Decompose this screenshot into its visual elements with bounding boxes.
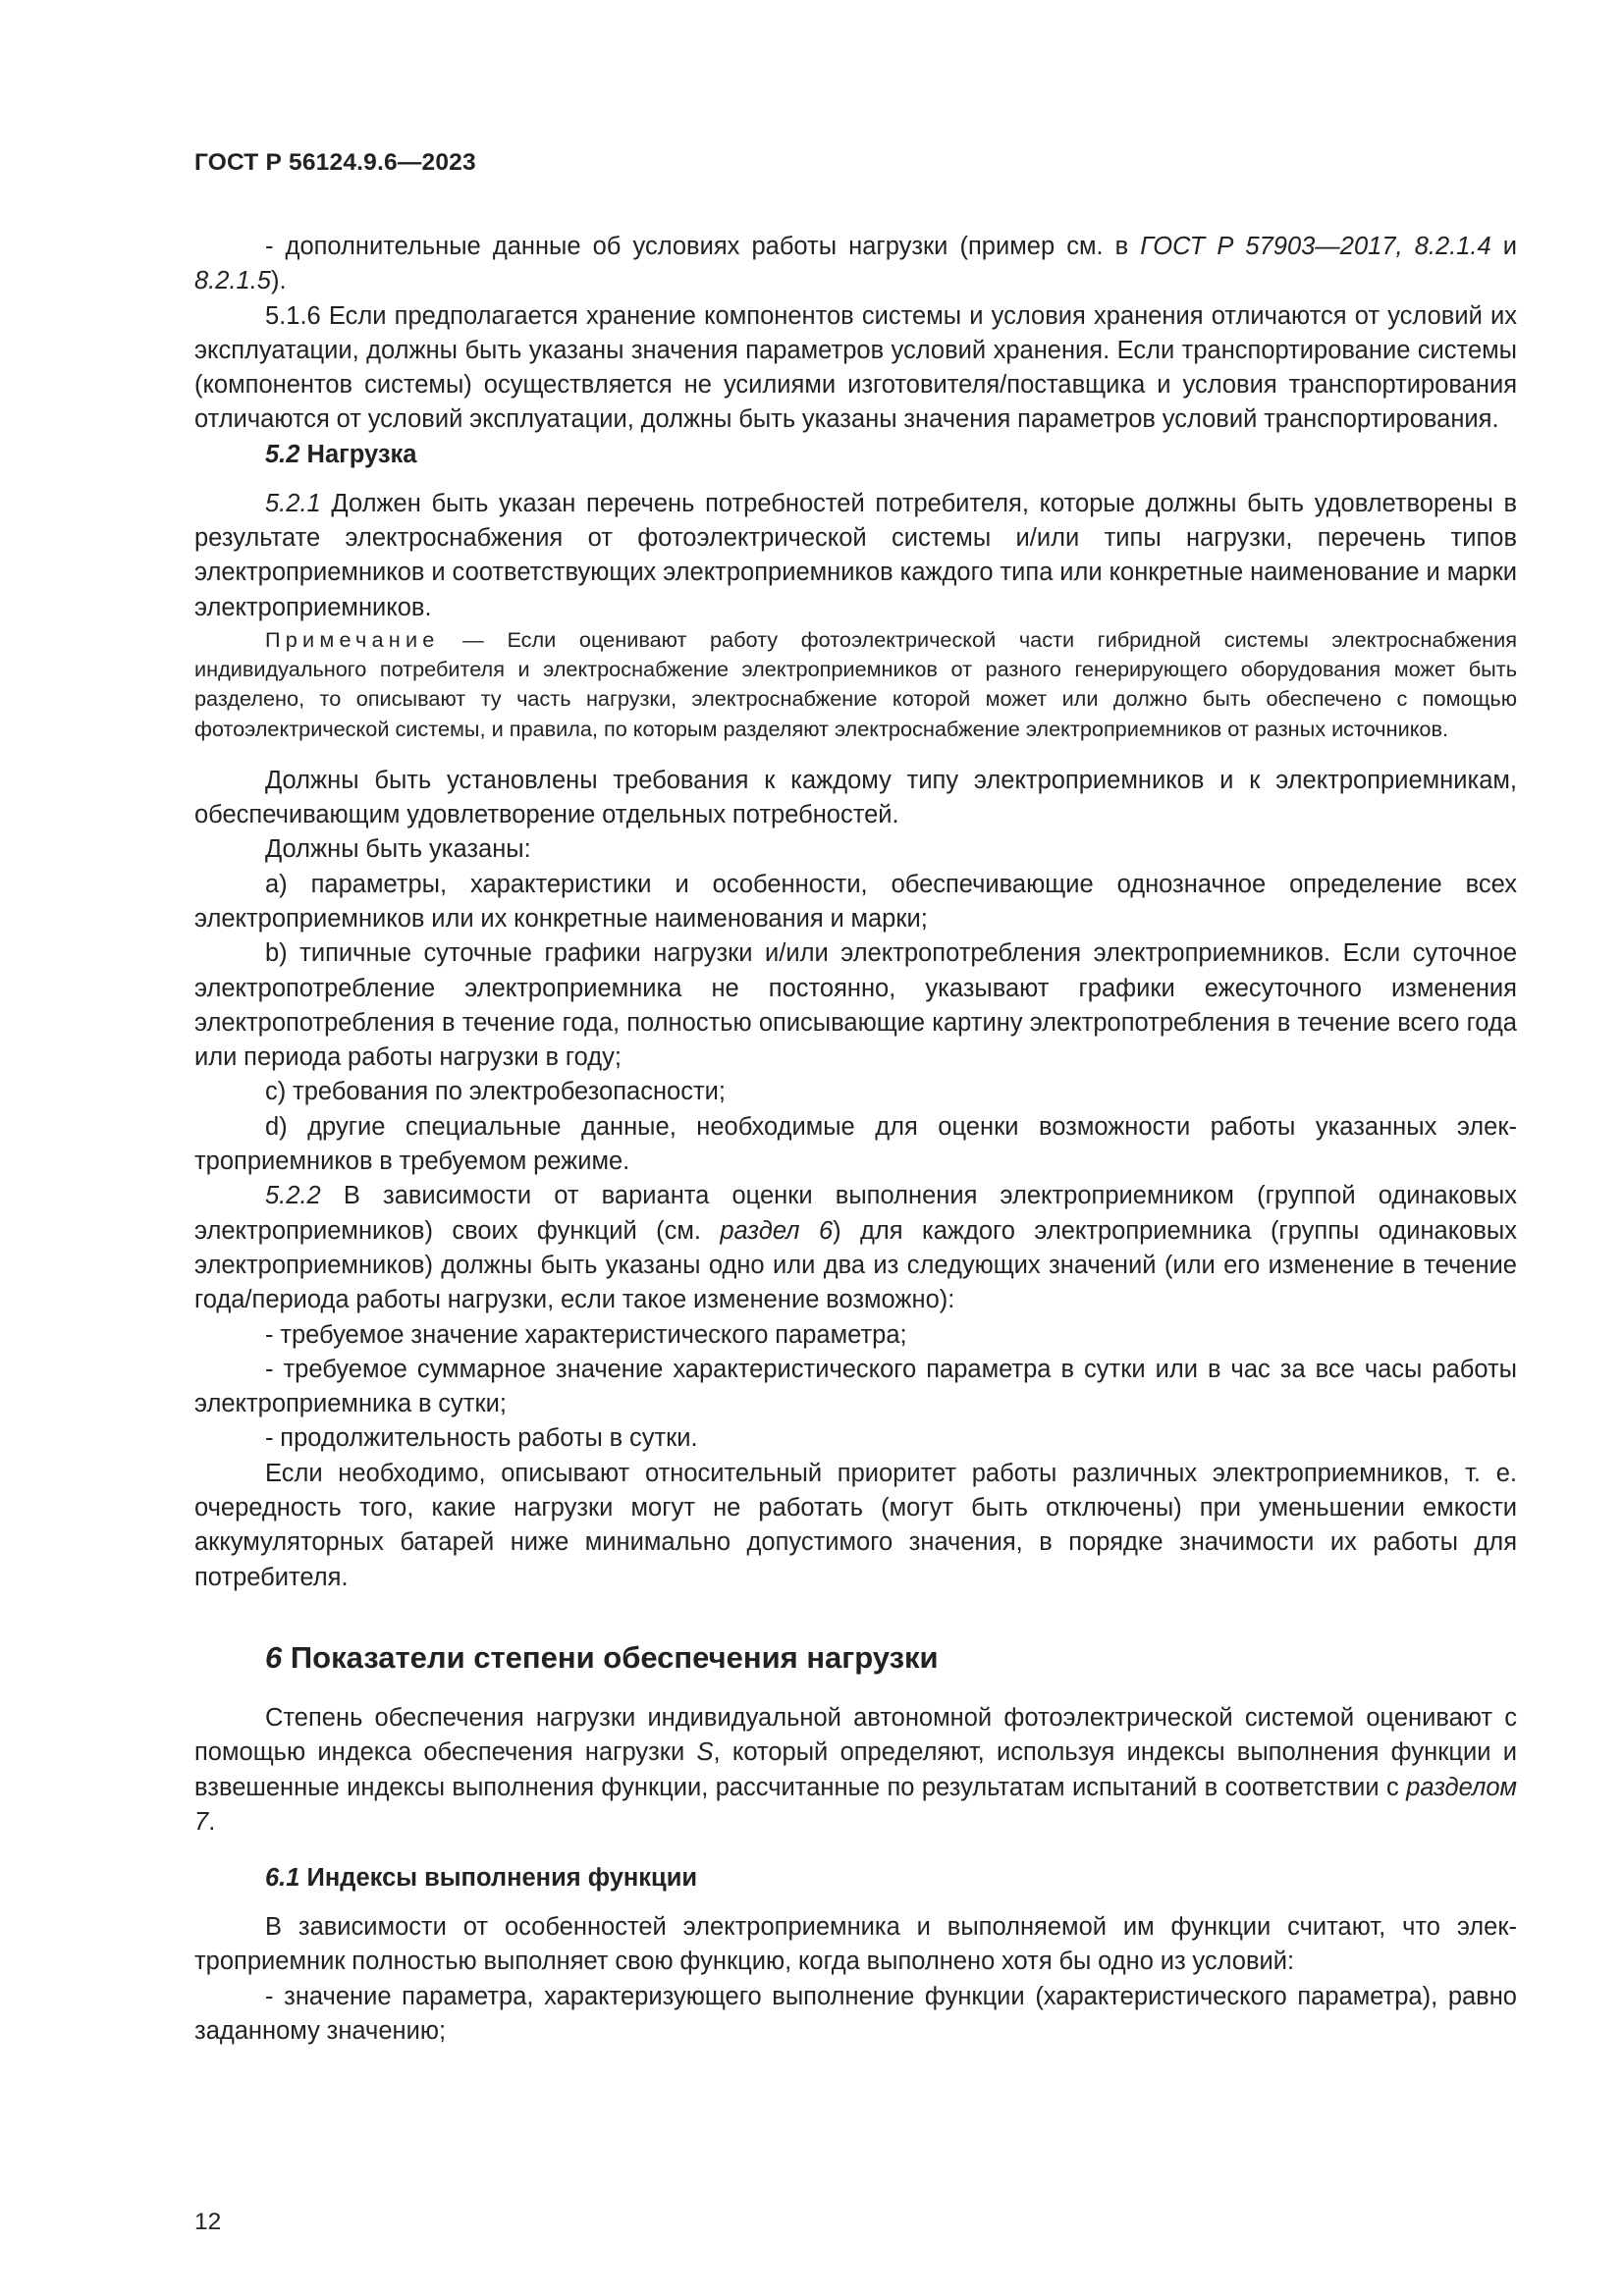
paragraph-must-specify: Должны быть указаны: — [265, 835, 531, 864]
paragraph-extra-data: - дополнительные данные об условиях работы нагрузки (пример см. в ГОСТ Р 57903—2017, 8.2.1.4 и 8.2.1.5). — [194, 233, 1518, 295]
section-heading-5-2: 5.2 Нагрузка — [265, 440, 417, 468]
list-item-b: b) типичные суточные графики нагрузки и/или электропотребления электроприемников. Если суточное электропотребление электроприемника не постоянно, указывают графики ежесуточного изменения электропотребления в течение года, полностью описывающие картину электропотребления в течение всего года или периода работы нагрузки в году; — [194, 939, 1517, 1072]
ref-clause: 8.2.1.5 — [194, 267, 271, 295]
paragraph-6-intro: Степень обеспечения нагрузки индивидуальной автономной фотоэлектрической системой оценивают с помощью индекса обеспечения нагрузки S, который определяют, используя индексы выполнения функции и взвешенные индексы выполнения функции, рассчитанные по результатам испытаний в соответствии с разделом 7. — [194, 1703, 1517, 1836]
page-content — [194, 230, 1517, 2049]
paragraph-priority: Если необходимо, описывают относительный приоритет работы различных электроприемников, т. е. очередность того, какие нагрузки могут не работать (могут быть отключены) при уменьшении емкости аккумуляторных батарей ниже минимально допустимого значения, в порядке значимости их работы для потребителя. — [194, 1459, 1517, 1591]
note-block: Примечание — Если оценивают работу фотоэлектрической части гибридной системы электроснабжения индивидуального потребителя и электроснабжение электроприемников от разного генерирующего оборудования может быть разделено, то описывают ту часть нагрузки, электроснабжение которой может или должно быть обеспечено с помощью фотоэлектрической системы, и правила, по которым разделяют электроснабжение электроприемников от разных источников. — [194, 626, 1517, 741]
page-number: 12 — [194, 2209, 222, 2235]
ref-section-7: разделом 7 — [194, 1773, 1517, 1836]
dash-item-required-value: - требуемое значение характеристического параметра; — [265, 1320, 907, 1349]
dash-item-parameter-equal: - значение параметра, характеризующего выполнение функции (характеристического параметра), равно заданному значению; — [194, 1982, 1517, 2045]
document-page — [194, 0, 1517, 2296]
list-item-a: a) параметры, характеристики и особенности, обеспечивающие однозначное определение всех электроприемников или их конкретные наименования и марки; — [194, 870, 1517, 933]
paragraph-5-2-1: 5.2.1 Должен быть указан перечень потребностей потребителя, которые должны быть удовлетворены в результате электроснабжения от фотоэлектрической системы и/или типы нагрузки, перечень типов электроприемников и соответствующих электроприемников каждого типа или конкретные наименование и марки электроприемников. — [194, 489, 1517, 621]
paragraph-5-2-2: 5.2.2 В зависимости от варианта оценки выполнения электроприемником (группой одинаковых электроприемников) своих функций (см. раздел 6) для каждого электроприемника (группы одинаковых электроприемников) должны быть указаны одно или два из следующих значений (или его изменение в течение года/периода работы нагрузки, если такое изменение возможно): — [194, 1182, 1517, 1314]
document-code-header: ГОСТ Р 56124.9.6—2023 — [194, 149, 476, 176]
section-heading-6-1: 6.1 Индексы выполнения функции — [265, 1864, 698, 1893]
paragraph-6-1: В зависимости от особенностей электроприемника и выполняемой им функции считают, что электроприемник полностью выполняет свою функцию, когда выполнено хотя бы одно из условий: — [194, 1913, 1517, 1976]
ref-section-6: раздел 6 — [720, 1216, 834, 1245]
list-item-d: d) другие специальные данные, необходимые для оценки возможности работы указанных электроприемников в требуемом режиме. — [194, 1112, 1517, 1176]
paragraph-requirements: Должны быть установлены требования к каждому типу электроприемников и к электроприемникам, обеспечивающим удовлетворение отдельных потребностей. — [194, 766, 1517, 829]
dash-item-duration: - продолжительность работы в сутки. — [265, 1424, 698, 1453]
symbol-s: S — [696, 1738, 714, 1767]
ref-gost: ГОСТ Р 57903—2017, 8.2.1.4 — [1140, 233, 1491, 260]
note-label: Примечание — [265, 626, 440, 652]
list-item-c: c) требования по электробезопасности; — [265, 1078, 726, 1106]
paragraph-5-1-6: 5.1.6 Если предполагается хранение компонентов системы и условия хранения отличаются от условий их эксплуатации, должны быть указаны значения параметров условий хранения. Если транспортирование системы (компонентов системы) осуществляется не усилиями изготовителя/поставщика и условия транспортирования отличаются от условий эксплуатации, должны быть указаны значения параметров условий транспортирования. — [194, 301, 1517, 434]
section-heading-6: 6 Показатели степени обеспечения нагрузки — [265, 1639, 939, 1675]
dash-item-sum-value: - требуемое суммарное значение характеристического параметра в сутки или в час за все часы работы электроприемника в сутки; — [194, 1355, 1517, 1418]
